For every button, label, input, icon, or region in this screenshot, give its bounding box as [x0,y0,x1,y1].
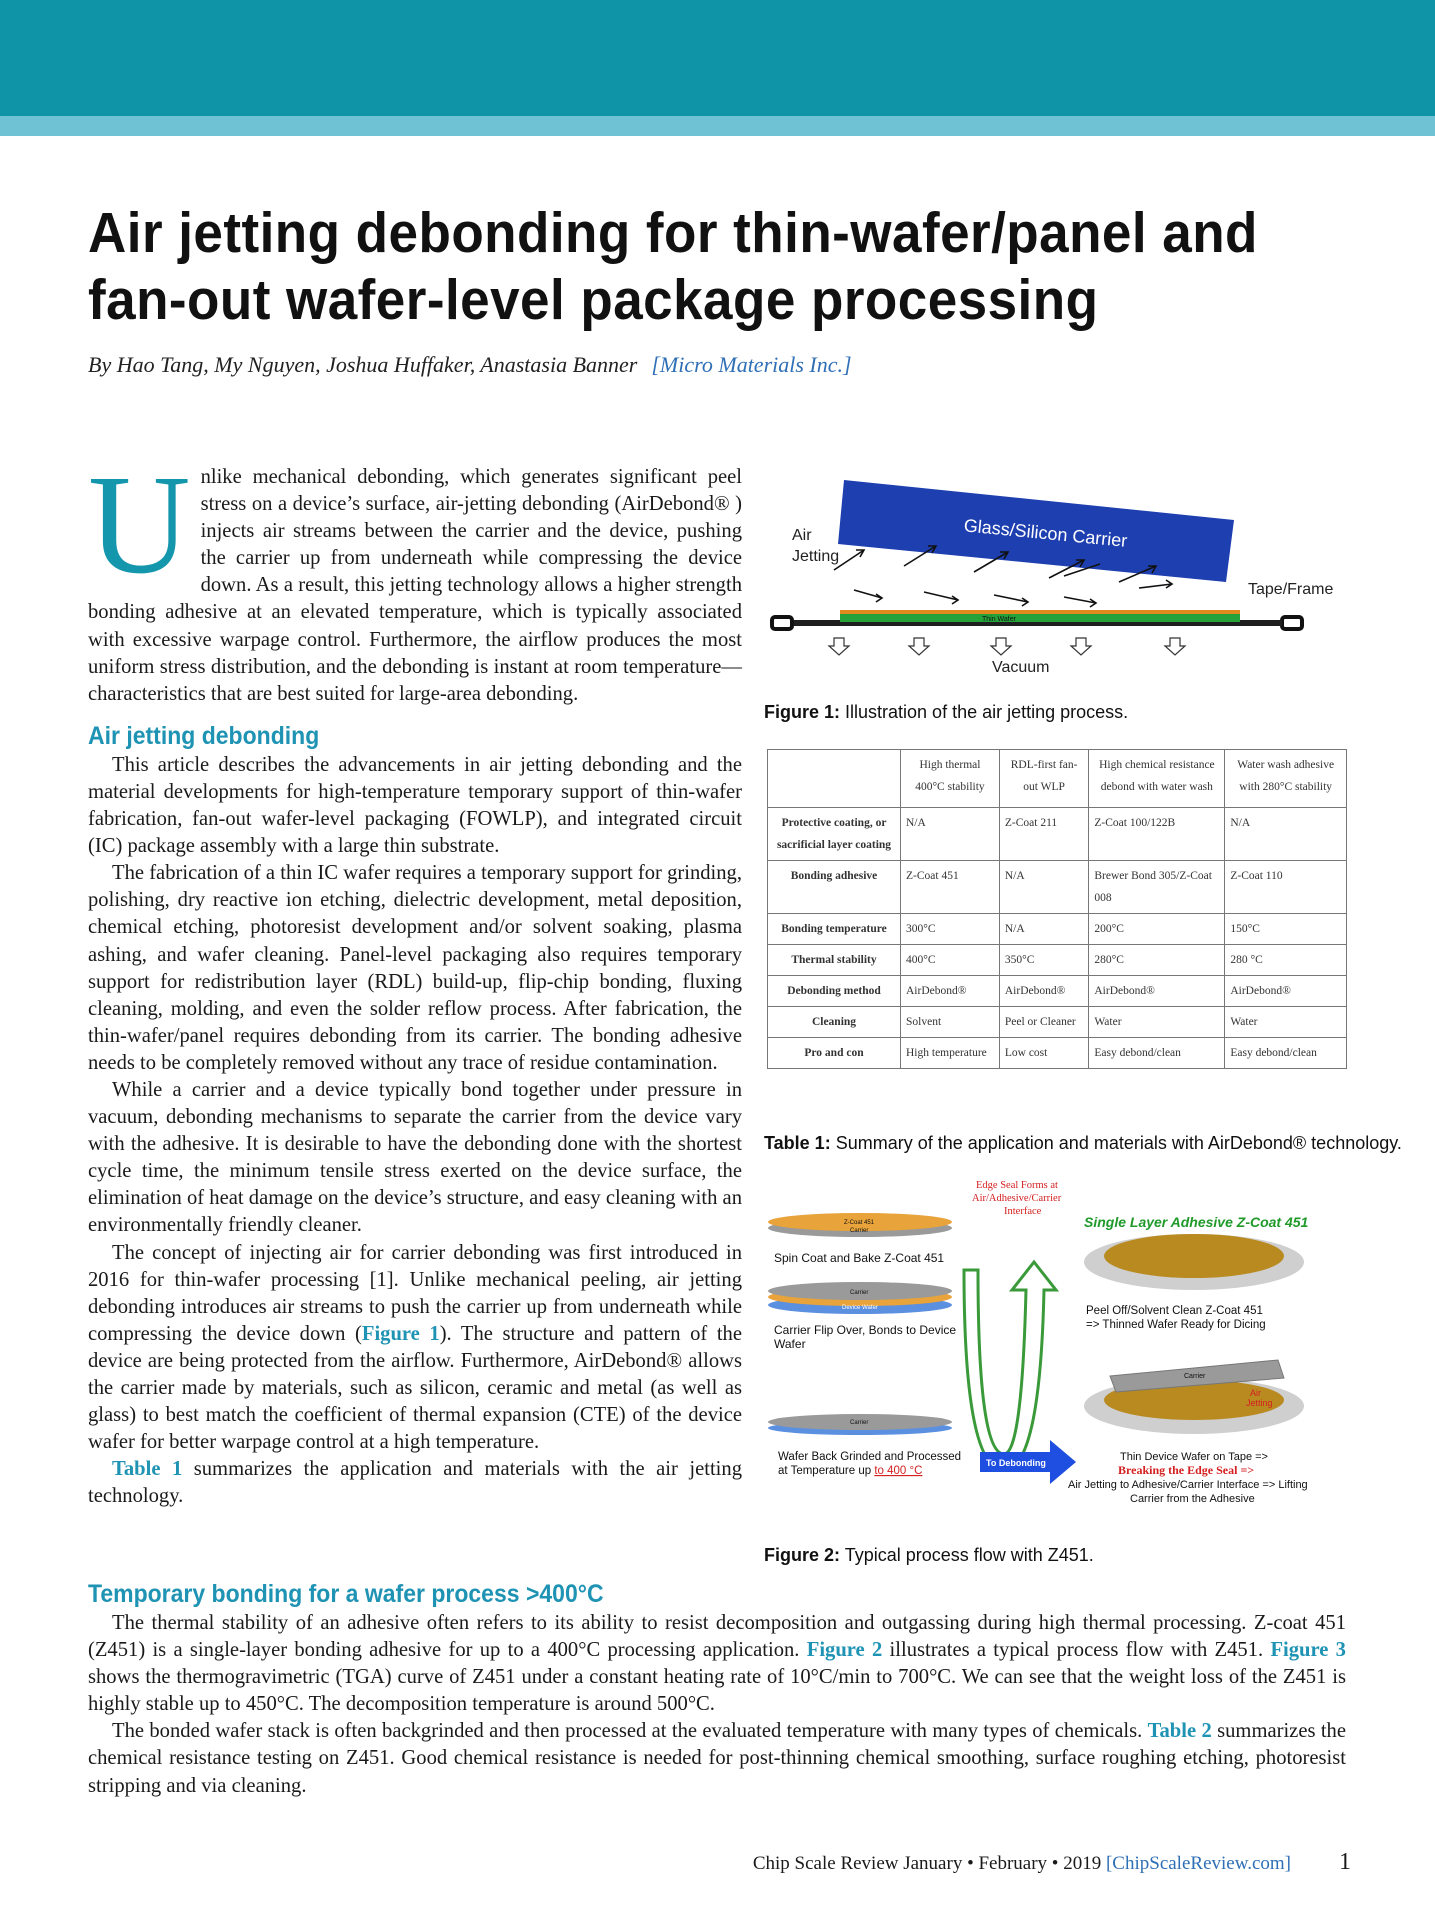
row-header: Protective coating, or sacrificial layer coating [768,808,901,861]
vacuum-arrows [829,638,1185,655]
carrier-tag: Carrier [850,1228,869,1234]
row-header: Pro and con [768,1038,901,1069]
thin-wafer-label: Thin Wafer [982,616,1016,623]
paragraph: This article describes the advancements in air jetting debonding and the material developments for high-temperature temporary support of thin-wafer fabrication, fan-out wafer-level packaging (FOWLP), and integrated circuit (IC) package assembly with a large thin substrate. [88,753,742,858]
process-loop-arrow [964,1262,1056,1470]
figure-1-caption [764,702,1128,723]
byline [88,352,852,378]
paragraph: The fabrication of a thin IC wafer requires a temporary support for grinding, polishing, dry reactive ion etching, dielectric development, metal deposition, chemical etching, photoresist development and/or solvent soaking, plasma ashing, and wafer cleaning. Panel-level packaging also requires temporary support for redistribution layer (RDL) build-up, flip-chip bonding, fluxing cleaning, molding, and even the solder reflow process. After fabrication, the thin-wafer/panel requires debonding from its carrier. The bonding adhesive needs to be completely removed without any trace of residue contamination. [88,862,742,1074]
adhesive-layer [840,610,1240,614]
table-row [768,976,1347,1007]
paragraph [88,1456,742,1510]
table-cell: N/A [1225,808,1347,861]
row-header: Debonding method [768,976,901,1007]
article-title: Air jetting debonding for thin-wafer/panel and fan-out wafer-level package processing [88,201,1258,332]
figure-2-link[interactable]: Figure 2 [806,1639,883,1662]
step-2-label: Wafer [774,1337,806,1351]
frame-left [772,617,792,629]
caption-label: Figure 1: [764,702,841,722]
table-cell: N/A [999,861,1089,914]
table-column-header: High chemical resistance debond with water wash [1089,750,1225,808]
carrier-tag: Carrier [850,1420,869,1426]
air-tag: Air [1250,1388,1261,1398]
step-3-label: Wafer Back Grinded and Processed [778,1451,962,1463]
arrow-icon [854,590,882,602]
figure-2-diagram [764,1170,1360,1518]
table-cell: 350°C [999,945,1089,976]
carrier-label: Glass/Silicon Carrier [962,515,1129,551]
table-cell: Z-Coat 211 [999,808,1089,861]
down-arrow-icon [1071,638,1091,655]
table-cell: Water [1225,1007,1347,1038]
page-number: 1 [1339,1849,1351,1875]
edge-seal-label: Air/Adhesive/Carrier [972,1193,1062,1204]
lifting-label: Carrier from the Adhesive [1130,1493,1255,1505]
table-cell: 300°C [901,914,1000,945]
paragraph [88,1718,1346,1799]
peel-label: => Thinned Wafer Ready for Dicing [1086,1319,1266,1331]
figure-1-diagram [764,470,1360,692]
table-cell: Easy debond/clean [1225,1038,1347,1069]
table-1-caption [764,1133,1402,1154]
table-cell: High temperature [901,1038,1000,1069]
row-header: Thermal stability [768,945,901,976]
table-column-header: RDL-first fan-out WLP [999,750,1089,808]
frame-right [1282,617,1302,629]
table-1-link[interactable]: Table 1 [112,1458,183,1481]
down-arrow-icon [829,638,849,655]
air-tag: Jetting [1246,1398,1273,1408]
edge-seal-label: Interface [1004,1206,1042,1217]
caption-text: Typical process flow with Z451. [840,1545,1094,1565]
table-cell: Peel or Cleaner [999,1007,1089,1038]
table-header-row [768,750,1347,808]
row-header: Cleaning [768,1007,901,1038]
carrier-tag: Carrier [850,1290,869,1296]
authors: By Hao Tang, My Nguyen, Joshua Huffaker, Anastasia Banner [88,352,638,377]
table-row [768,914,1347,945]
table-cell: N/A [901,808,1000,861]
air-jetting-label: Air Jetting to Adhesive/Carrier Interface => Lifting [1068,1479,1308,1491]
table-cell: 400°C [901,945,1000,976]
figure-2-labels [972,1180,1309,1230]
table-cell: 150°C [1225,914,1347,945]
text-run: shows the thermogravimetric (TGA) curve of Z451 under a constant heating rate of 10°C/min to 700°C. We can see that the weight loss of the Z451 is highly stable up to 450°C. The decomposition temperature is around 500°C. [88,1666,1346,1716]
caption-text: Summary of the application and materials with AirDebond® technology. [830,1133,1402,1153]
table-cell: N/A [999,914,1089,945]
table-1 [767,749,1347,1069]
table-cell: Z-Coat 110 [1225,861,1347,914]
table-cell: Solvent [901,1007,1000,1038]
section-heading-temporary-bonding: Temporary bonding for a wafer process >400°C [88,1580,604,1608]
intro-text: nlike mechanical debonding, which generates significant peel stress on a device’s surface, air-jetting debonding (AirDebond® ) injects air streams between the carrier and the device, pushing the carrier up from underneath while compressing the device down. As a result, this jetting technology allows a higher strength bonding adhesive at an elevated temperature, which is typically associated with excessive warpage control. Furthermore, the airflow produces the most uniform stress distribution, and the debonding is instant at room temperature—characteristics that are best suited for large-area debonding. [88,466,742,705]
table-cell: Easy debond/clean [1089,1038,1225,1069]
table-row [768,1007,1347,1038]
table-cell: Water [1089,1007,1225,1038]
down-arrow-icon [909,638,929,655]
row-header: Bonding adhesive [768,861,901,914]
step-3-label [778,1465,922,1477]
down-arrow-icon [1165,638,1185,655]
peel-label: Peel Off/Solvent Clean Z-Coat 451 [1086,1305,1263,1317]
table-cell: Brewer Bond 305/Z-Coat 008 [1089,861,1225,914]
drop-cap: U [88,445,191,603]
jetting-label: Jetting [792,548,840,565]
zcoat-tag: Z-Coat 451 [844,1220,875,1226]
text-run: The concept of injecting air for carrier debonding was first introduced in 2016 for thin-wafer processing [1]. Unlike mechanical peeling, air jetting debonding introduces air streams to push the carrier up from underneath while compressing the device down ( [88,1241,742,1345]
air-label: Air [792,527,812,544]
table-cell: 200°C [1089,914,1225,945]
table-row [768,945,1347,976]
device-tag: Device Wafer [842,1305,878,1311]
footer-text [753,1853,1291,1875]
table-row [768,808,1347,861]
text-run: The thermal stability of an adhesive often refers to its ability to resist decomposition and outgassing during high thermal processing. Z-coat 451 (Z451) is a single-layer bonding adhesive for up to a 400°C processing application. [88,1612,1346,1662]
table-cell: AirDebond® [999,976,1089,1007]
vacuum-label: Vacuum [992,659,1050,676]
arrow-icon [1064,597,1096,607]
caption-text: Illustration of the air jetting process. [840,702,1129,722]
figure-1-link[interactable]: Figure 1 [361,1322,440,1345]
caption-label: Table 1: [764,1133,831,1153]
caption-label: Figure 2: [764,1545,841,1565]
text-run: summarizes the chemical resistance testing on Z451. Good chemical resistance is needed for post-thinning chemical smoothing, surface roughing etching, photoresist stripping and via cleaning. [88,1720,1346,1797]
section-heading-air-jetting: Air jetting debonding [88,721,320,750]
figure-3-link[interactable]: Figure 3 [1270,1639,1346,1662]
text-run: ). The structure and pattern of the device are being protected from the airflow. Furthermore, AirDebond® allows the carrier made by materials, such as silicon, ceramic and metal (as well as glass) to best match the coefficient of thermal expansion (CTE) of the device wafer for better warpage control at a high temperature. [88,1322,742,1454]
step-3-temp: to 400 °C [874,1465,923,1477]
intro-paragraph [88,445,742,708]
paragraph: While a carrier and a device typically bond together under pressure in vacuum, debonding mechanisms to separate the carrier from the device vary with the adhesive. It is desirable to have the debonding done with the shortest cycle time, the minimum tensile stress exerted on the device surface, the elimination of heat damage on the device’s structure, and easy cleaning with an environmentally friendly cleaner. [88,1078,742,1237]
row-header: Bonding temperature [768,914,901,945]
arrow-icon [1139,580,1172,588]
step-1-label: Spin Coat and Bake Z-Coat 451 [774,1251,945,1265]
table-cell: 280°C [1089,945,1225,976]
arrow-icon [994,595,1028,606]
arrow-icon [924,592,958,604]
step-2-label: Carrier Flip Over, Bonds to Device [774,1323,957,1337]
table-column-header: Water wash adhesive with 280°C stability [1225,750,1347,808]
text-run: illustrates a typical process flow with Z451. [882,1639,1271,1662]
left-column [88,445,742,1510]
edge-seal-break-label: Breaking the Edge Seal => [1118,1463,1255,1477]
footer-url[interactable]: [ChipScaleReview.com] [1105,1853,1291,1874]
carrier-tag: Carrier [1184,1373,1206,1380]
paragraph [88,1610,1346,1718]
figure-2-caption [764,1545,1094,1566]
thin-wafer-label: Thin Device Wafer on Tape => [1120,1451,1268,1463]
table-cell: AirDebond® [1225,976,1347,1007]
table-cell: Z-Coat 451 [901,861,1000,914]
header-band [0,0,1435,116]
table-row [768,1038,1347,1069]
text-run: The bonded wafer stack is often backgrinded and then processed at the evaluated temperature with many types of chemicals. [112,1720,1148,1743]
table-cell: 280 °C [1225,945,1347,976]
thin-wafer [840,614,1240,622]
header-band-accent [0,116,1435,136]
edge-seal-label: Edge Seal Forms at [976,1180,1058,1191]
adhesive-disk [1104,1234,1284,1278]
text-run: summarizes the application and materials with the air jetting technology. [88,1458,742,1508]
table-cell: AirDebond® [901,976,1000,1007]
full-width-section [88,1578,1346,1800]
table-corner [768,750,901,808]
down-arrow-icon [991,638,1011,655]
paragraph [88,1240,742,1457]
single-layer-label: Single Layer Adhesive Z-Coat 451 [1084,1214,1309,1230]
footer-publication: Chip Scale Review January • February • 2019 [752,1853,1106,1874]
tape-frame-label: Tape/Frame [1248,581,1334,598]
table-column-header: High thermal 400°C stability [901,750,1000,808]
table-cell: AirDebond® [1089,976,1225,1007]
table-2-link[interactable]: Table 2 [1147,1720,1212,1743]
affiliation: [Micro Materials Inc.] [651,352,852,377]
step-3-text: at Temperature up [778,1465,875,1477]
to-debonding-label: To Debonding [986,1458,1046,1468]
table-row [768,861,1347,914]
table-cell: Z-Coat 100/122B [1089,808,1225,861]
table-cell: Low cost [999,1038,1089,1069]
